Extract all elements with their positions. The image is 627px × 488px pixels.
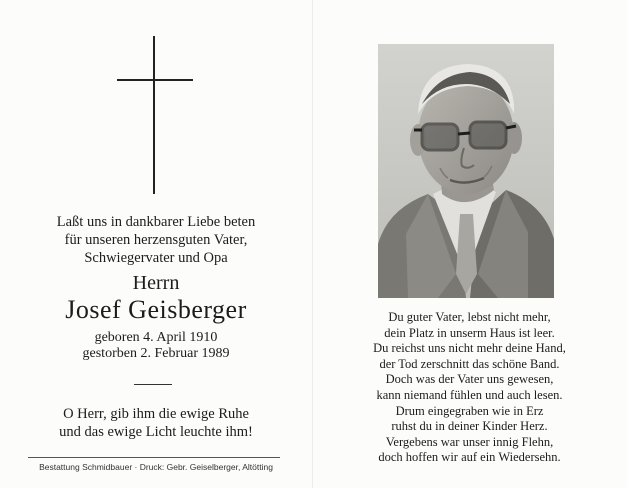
death-date: gestorben 2. Februar 1989	[82, 346, 230, 361]
portrait-photo	[378, 44, 554, 298]
intro-line: für unseren herzensguten Vater,	[64, 232, 248, 248]
poem-line: doch hoffen wir auf ein Wiedersehn.	[378, 450, 561, 465]
prayer-text	[0, 405, 312, 441]
poem-line: kann niemand fühlen und auch lesen.	[376, 387, 563, 402]
poem-line: Du reichst uns nicht mehr deine Hand,	[373, 341, 566, 356]
poem-line: ruhst du in deiner Kinder Herz.	[391, 419, 548, 434]
intro-line: Schwiegervater und Opa	[84, 250, 228, 266]
poem-line: dein Platz in unserm Haus ist leer.	[384, 325, 555, 340]
cross-vertical-bar	[153, 36, 155, 194]
separator-line	[134, 384, 172, 385]
poem-line: Doch was der Vater uns gewesen,	[385, 372, 554, 387]
poem-line: Drum eingegraben wie in Erz	[395, 403, 544, 418]
portrait-illustration	[378, 44, 554, 298]
poem-line: der Tod zerschnitt das schöne Band.	[379, 356, 560, 371]
poem-line: Vergebens war unser innig Flehn,	[385, 434, 554, 449]
poem-line: Du guter Vater, lebst nicht mehr,	[388, 310, 551, 324]
prayer-line: und das ewige Licht leuchte ihm!	[59, 424, 253, 440]
deceased-name: Josef Geisberger	[65, 295, 247, 324]
birth-date: geboren 4. April 1910	[94, 330, 218, 345]
intro-text	[0, 213, 312, 267]
poem	[312, 310, 627, 466]
honorific: Herrn	[132, 272, 180, 294]
cross-horizontal-bar	[117, 79, 193, 81]
footer-rule	[28, 457, 280, 458]
prayer-line: O Herr, gib ihm die ewige Ruhe	[63, 406, 249, 422]
printer-footer: Bestattung Schmidbauer · Druck: Gebr. Geiselberger, Altötting	[39, 462, 273, 472]
life-dates	[0, 330, 312, 362]
intro-line: Laßt uns in dankbarer Liebe beten	[56, 214, 256, 230]
